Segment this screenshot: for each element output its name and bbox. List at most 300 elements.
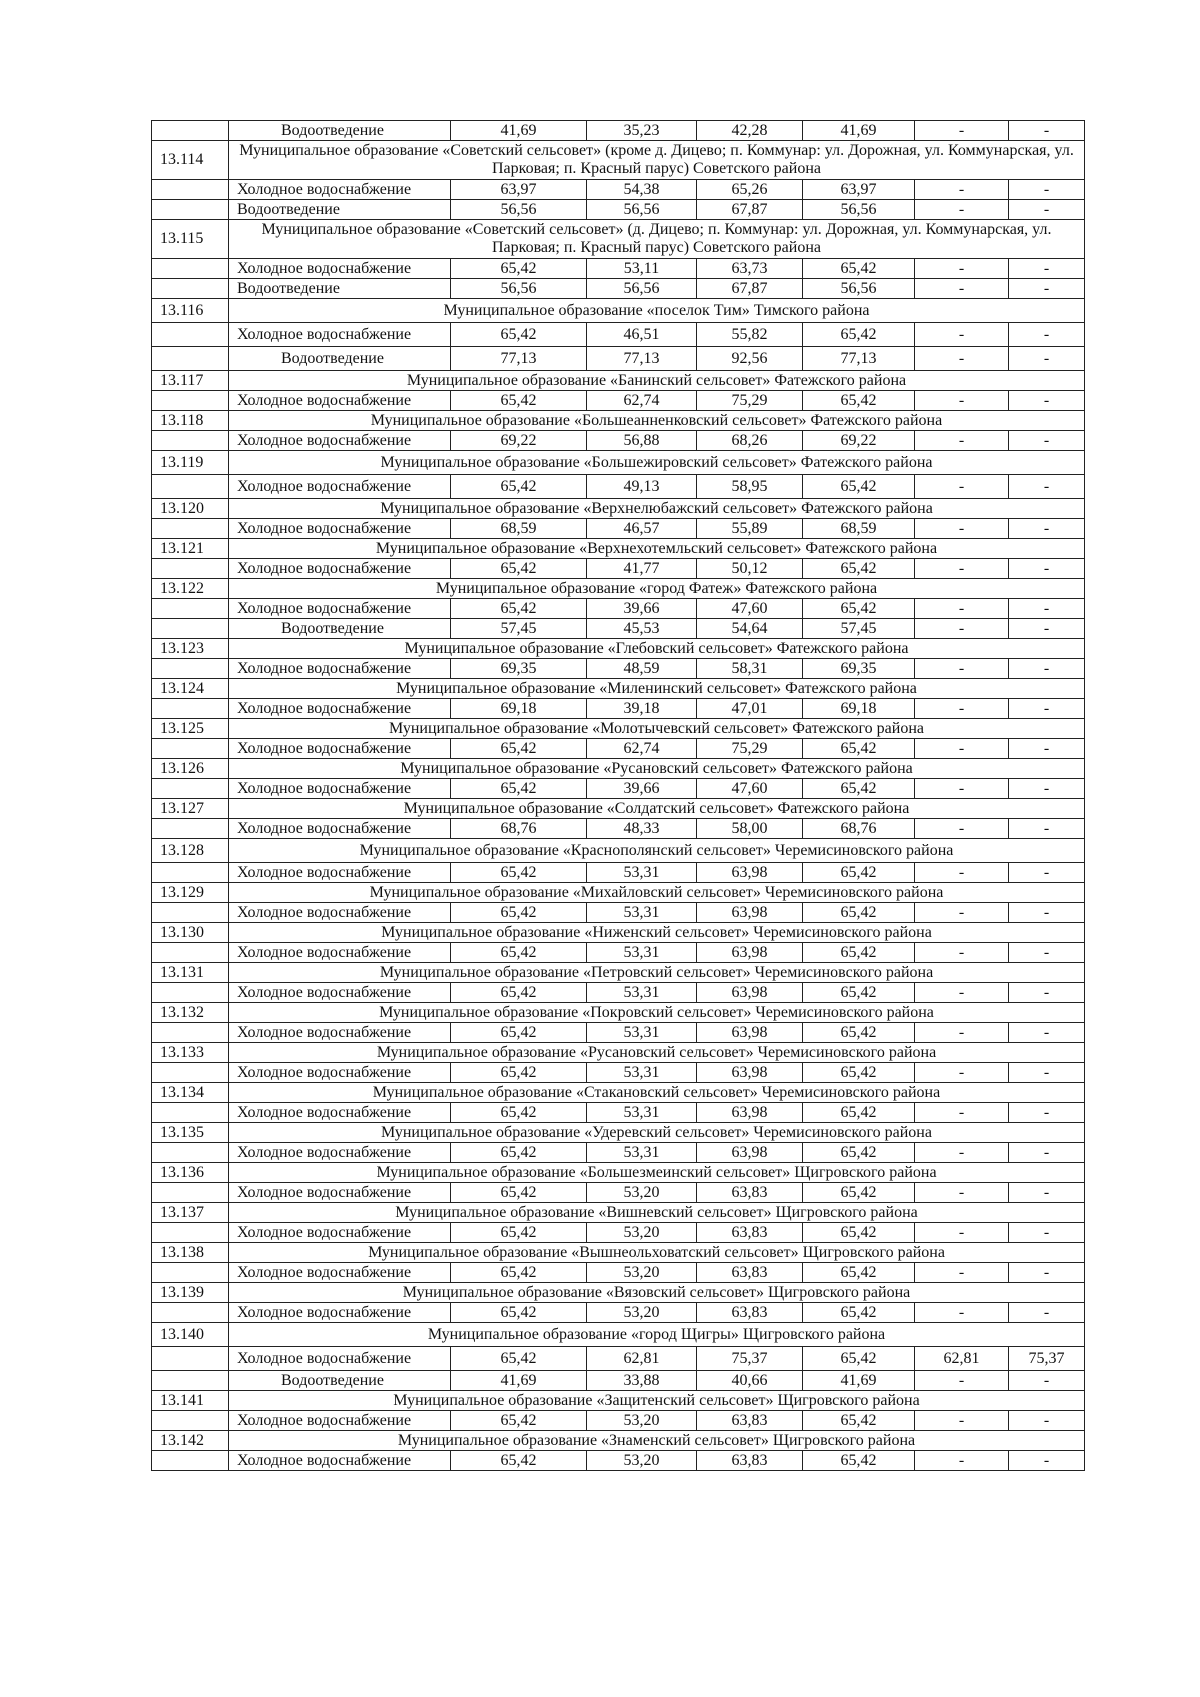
row-number: 13.135 <box>152 1123 229 1143</box>
empty-number-cell <box>152 619 229 639</box>
service-row <box>152 599 1085 619</box>
service-name: Водоотведение <box>229 200 451 220</box>
service-row <box>152 259 1085 279</box>
empty-number-cell <box>152 259 229 279</box>
service-row <box>152 1451 1085 1471</box>
municipality-header-row <box>152 1243 1085 1263</box>
empty-number-cell <box>152 1143 229 1163</box>
tariff-value-col-6: - <box>1009 121 1085 141</box>
municipality-header-row <box>152 220 1085 259</box>
municipality-title: Муниципальное образование «Вишневский сельсовет» Щигровского района <box>229 1203 1085 1223</box>
tariff-value-col-6: - <box>1009 279 1085 299</box>
tariff-value-col-1: 41,69 <box>451 1371 587 1391</box>
tariff-table <box>151 120 1085 1471</box>
service-name: Водоотведение <box>229 619 451 639</box>
empty-number-cell <box>152 779 229 799</box>
service-row <box>152 1411 1085 1431</box>
tariff-value-col-4: 69,35 <box>803 659 915 679</box>
tariff-value-col-2: 53,20 <box>587 1263 697 1283</box>
row-number: 13.117 <box>152 371 229 391</box>
tariff-value-col-2: 48,33 <box>587 819 697 839</box>
tariff-value-col-4: 65,42 <box>803 259 915 279</box>
municipality-title: Муниципальное образование «Вязовский сельсовет» Щигровского района <box>229 1283 1085 1303</box>
service-row <box>152 619 1085 639</box>
service-name: Водоотведение <box>229 1371 451 1391</box>
tariff-value-col-3: 63,83 <box>697 1451 803 1471</box>
tariff-value-col-4: 65,42 <box>803 943 915 963</box>
row-number: 13.132 <box>152 1003 229 1023</box>
service-name: Холодное водоснабжение <box>229 699 451 719</box>
tariff-value-col-1: 65,42 <box>451 903 587 923</box>
municipality-header-row <box>152 923 1085 943</box>
tariff-value-col-5: - <box>915 1371 1009 1391</box>
tariff-value-col-4: 56,56 <box>803 279 915 299</box>
tariff-value-col-1: 65,42 <box>451 1183 587 1203</box>
empty-number-cell <box>152 1371 229 1391</box>
municipality-title: Муниципальное образование «Верхнелюбажский сельсовет» Фатежского района <box>229 499 1085 519</box>
tariff-value-col-1: 65,42 <box>451 1103 587 1123</box>
row-number: 13.116 <box>152 299 229 323</box>
tariff-value-col-2: 53,11 <box>587 259 697 279</box>
tariff-value-col-1: 65,42 <box>451 1143 587 1163</box>
tariff-value-col-5: - <box>915 1183 1009 1203</box>
row-number: 13.139 <box>152 1283 229 1303</box>
tariff-value-col-3: 67,87 <box>697 279 803 299</box>
tariff-value-col-3: 67,87 <box>697 200 803 220</box>
municipality-title: Муниципальное образование «Миленинский сельсовет» Фатежского района <box>229 679 1085 699</box>
service-row <box>152 1223 1085 1243</box>
municipality-header-row <box>152 451 1085 475</box>
tariff-value-col-3: 58,95 <box>697 475 803 499</box>
tariff-value-col-4: 65,42 <box>803 391 915 411</box>
tariff-value-col-1: 77,13 <box>451 347 587 371</box>
tariff-value-col-1: 69,22 <box>451 431 587 451</box>
tariff-value-col-1: 65,42 <box>451 863 587 883</box>
tariff-value-col-5: - <box>915 1263 1009 1283</box>
tariff-value-col-6: - <box>1009 903 1085 923</box>
empty-number-cell <box>152 739 229 759</box>
tariff-value-col-5: - <box>915 779 1009 799</box>
municipality-title: Муниципальное образование «Русановский сельсовет» Фатежского района <box>229 759 1085 779</box>
tariff-value-col-3: 54,64 <box>697 619 803 639</box>
municipality-title: Муниципальное образование «Солдатский сельсовет» Фатежского района <box>229 799 1085 819</box>
tariff-value-col-4: 65,42 <box>803 559 915 579</box>
tariff-value-col-1: 56,56 <box>451 279 587 299</box>
tariff-value-col-3: 63,98 <box>697 863 803 883</box>
tariff-value-col-3: 63,83 <box>697 1183 803 1203</box>
tariff-value-col-4: 65,42 <box>803 1263 915 1283</box>
empty-number-cell <box>152 431 229 451</box>
empty-number-cell <box>152 519 229 539</box>
municipality-title: Муниципальное образование «Краснополянский сельсовет» Черемисиновского района <box>229 839 1085 863</box>
municipality-header-row <box>152 839 1085 863</box>
tariff-value-col-2: 53,20 <box>587 1183 697 1203</box>
tariff-value-col-4: 77,13 <box>803 347 915 371</box>
row-number: 13.138 <box>152 1243 229 1263</box>
service-name: Холодное водоснабжение <box>229 1347 451 1371</box>
tariff-value-col-1: 68,76 <box>451 819 587 839</box>
tariff-value-col-4: 65,42 <box>803 1411 915 1431</box>
tariff-value-col-5: - <box>915 431 1009 451</box>
tariff-value-col-5: - <box>915 1103 1009 1123</box>
tariff-value-col-5: - <box>915 519 1009 539</box>
service-name: Холодное водоснабжение <box>229 1063 451 1083</box>
tariff-value-col-6: - <box>1009 619 1085 639</box>
municipality-header-row <box>152 371 1085 391</box>
service-name: Холодное водоснабжение <box>229 180 451 200</box>
tariff-value-col-1: 65,42 <box>451 259 587 279</box>
tariff-value-col-5: - <box>915 180 1009 200</box>
service-row <box>152 819 1085 839</box>
tariff-value-col-1: 65,42 <box>451 323 587 347</box>
service-row <box>152 1063 1085 1083</box>
service-name: Холодное водоснабжение <box>229 599 451 619</box>
tariff-value-col-4: 65,42 <box>803 1347 915 1371</box>
municipality-title: Муниципальное образование «Молотычевский сельсовет» Фатежского района <box>229 719 1085 739</box>
row-number: 13.114 <box>152 141 229 180</box>
tariff-value-col-5: - <box>915 819 1009 839</box>
municipality-header-row <box>152 1431 1085 1451</box>
row-number: 13.134 <box>152 1083 229 1103</box>
tariff-value-col-2: 39,66 <box>587 599 697 619</box>
tariff-value-col-1: 69,35 <box>451 659 587 679</box>
row-number: 13.123 <box>152 639 229 659</box>
tariff-value-col-2: 49,13 <box>587 475 697 499</box>
service-row <box>152 943 1085 963</box>
municipality-header-row <box>152 141 1085 180</box>
tariff-value-col-5: - <box>915 121 1009 141</box>
tariff-value-col-2: 53,31 <box>587 1143 697 1163</box>
empty-number-cell <box>152 279 229 299</box>
service-name: Холодное водоснабжение <box>229 1023 451 1043</box>
tariff-value-col-4: 65,42 <box>803 475 915 499</box>
empty-number-cell <box>152 1183 229 1203</box>
service-row <box>152 983 1085 1003</box>
tariff-value-col-4: 65,42 <box>803 1103 915 1123</box>
service-row <box>152 739 1085 759</box>
tariff-value-col-5: - <box>915 599 1009 619</box>
municipality-title: Муниципальное образование «Верхнехотемльский сельсовет» Фатежского района <box>229 539 1085 559</box>
tariff-value-col-1: 65,42 <box>451 983 587 1003</box>
municipality-title: Муниципальное образование «Банинский сельсовет» Фатежского района <box>229 371 1085 391</box>
tariff-value-col-4: 65,42 <box>803 1183 915 1203</box>
row-number: 13.137 <box>152 1203 229 1223</box>
service-row <box>152 475 1085 499</box>
service-name: Холодное водоснабжение <box>229 259 451 279</box>
row-number: 13.124 <box>152 679 229 699</box>
municipality-header-row <box>152 1003 1085 1023</box>
tariff-value-col-4: 57,45 <box>803 619 915 639</box>
municipality-header-row <box>152 539 1085 559</box>
tariff-value-col-3: 63,98 <box>697 1103 803 1123</box>
tariff-value-col-2: 45,53 <box>587 619 697 639</box>
tariff-value-col-6: - <box>1009 863 1085 883</box>
service-row <box>152 519 1085 539</box>
tariff-value-col-3: 47,60 <box>697 599 803 619</box>
row-number: 13.133 <box>152 1043 229 1063</box>
municipality-header-row <box>152 499 1085 519</box>
row-number: 13.136 <box>152 1163 229 1183</box>
tariff-value-col-6: - <box>1009 739 1085 759</box>
tariff-table-body <box>152 121 1085 1471</box>
tariff-value-col-1: 65,42 <box>451 943 587 963</box>
tariff-value-col-4: 65,42 <box>803 1223 915 1243</box>
service-name: Холодное водоснабжение <box>229 779 451 799</box>
tariff-value-col-2: 53,20 <box>587 1223 697 1243</box>
tariff-value-col-4: 65,42 <box>803 983 915 1003</box>
empty-number-cell <box>152 1451 229 1471</box>
row-number: 13.142 <box>152 1431 229 1451</box>
municipality-title: Муниципальное образование «Глебовский сельсовет» Фатежского района <box>229 639 1085 659</box>
tariff-value-col-3: 63,83 <box>697 1263 803 1283</box>
tariff-value-col-6: - <box>1009 1103 1085 1123</box>
tariff-value-col-1: 57,45 <box>451 619 587 639</box>
service-name: Холодное водоснабжение <box>229 983 451 1003</box>
service-row <box>152 180 1085 200</box>
tariff-value-col-4: 65,42 <box>803 1143 915 1163</box>
row-number: 13.131 <box>152 963 229 983</box>
municipality-header-row <box>152 1283 1085 1303</box>
tariff-value-col-3: 63,98 <box>697 983 803 1003</box>
tariff-value-col-1: 65,42 <box>451 559 587 579</box>
tariff-value-col-3: 63,98 <box>697 903 803 923</box>
service-name: Холодное водоснабжение <box>229 1451 451 1471</box>
row-number: 13.141 <box>152 1391 229 1411</box>
service-row <box>152 1347 1085 1371</box>
tariff-value-col-5: - <box>915 1303 1009 1323</box>
tariff-value-col-1: 65,42 <box>451 1223 587 1243</box>
municipality-title: Муниципальное образование «Удеревский сельсовет» Черемисиновского района <box>229 1123 1085 1143</box>
row-number: 13.128 <box>152 839 229 863</box>
municipality-header-row <box>152 963 1085 983</box>
service-row <box>152 347 1085 371</box>
tariff-value-col-5: - <box>915 475 1009 499</box>
empty-number-cell <box>152 475 229 499</box>
service-name: Холодное водоснабжение <box>229 863 451 883</box>
municipality-title: Муниципальное образование «Советский сельсовет» (д. Дицево; п. Коммунар: ул. Дорожная, ул. Коммунарская, ул. Парковая; п. Красный парус) Советского района <box>229 220 1085 259</box>
municipality-header-row <box>152 679 1085 699</box>
service-name: Холодное водоснабжение <box>229 1263 451 1283</box>
service-row <box>152 659 1085 679</box>
tariff-value-col-1: 65,42 <box>451 475 587 499</box>
tariff-value-col-3: 47,01 <box>697 699 803 719</box>
tariff-value-col-2: 56,88 <box>587 431 697 451</box>
municipality-title: Муниципальное образование «поселок Тим» Тимского района <box>229 299 1085 323</box>
tariff-value-col-1: 65,42 <box>451 739 587 759</box>
municipality-title: Муниципальное образование «город Щигры» Щигровского района <box>229 1323 1085 1347</box>
empty-number-cell <box>152 559 229 579</box>
municipality-title: Муниципальное образование «Петровский сельсовет» Черемисиновского района <box>229 963 1085 983</box>
municipality-header-row <box>152 299 1085 323</box>
tariff-value-col-4: 65,42 <box>803 863 915 883</box>
municipality-title: Муниципальное образование «Большеанненковский сельсовет» Фатежского района <box>229 411 1085 431</box>
tariff-value-col-6: 75,37 <box>1009 1347 1085 1371</box>
service-name: Водоотведение <box>229 279 451 299</box>
service-row <box>152 431 1085 451</box>
tariff-value-col-1: 41,69 <box>451 121 587 141</box>
service-row <box>152 1103 1085 1123</box>
tariff-value-col-6: - <box>1009 259 1085 279</box>
tariff-value-col-6: - <box>1009 475 1085 499</box>
tariff-value-col-3: 63,98 <box>697 1023 803 1043</box>
tariff-value-col-2: 53,20 <box>587 1451 697 1471</box>
tariff-value-col-2: 46,57 <box>587 519 697 539</box>
tariff-value-col-6: - <box>1009 431 1085 451</box>
service-name: Холодное водоснабжение <box>229 1303 451 1323</box>
tariff-value-col-2: 56,56 <box>587 279 697 299</box>
tariff-value-col-4: 65,42 <box>803 903 915 923</box>
municipality-header-row <box>152 719 1085 739</box>
row-number: 13.120 <box>152 499 229 519</box>
service-row <box>152 323 1085 347</box>
tariff-value-col-2: 62,74 <box>587 739 697 759</box>
service-name: Холодное водоснабжение <box>229 1223 451 1243</box>
tariff-value-col-3: 58,00 <box>697 819 803 839</box>
tariff-value-col-6: - <box>1009 1411 1085 1431</box>
service-row <box>152 1183 1085 1203</box>
tariff-value-col-6: - <box>1009 659 1085 679</box>
tariff-value-col-6: - <box>1009 943 1085 963</box>
municipality-header-row <box>152 639 1085 659</box>
service-row <box>152 279 1085 299</box>
municipality-header-row <box>152 883 1085 903</box>
tariff-value-col-6: - <box>1009 1223 1085 1243</box>
empty-number-cell <box>152 943 229 963</box>
service-row <box>152 559 1085 579</box>
service-name: Холодное водоснабжение <box>229 903 451 923</box>
tariff-value-col-2: 46,51 <box>587 323 697 347</box>
empty-number-cell <box>152 1263 229 1283</box>
tariff-value-col-3: 63,83 <box>697 1223 803 1243</box>
tariff-value-col-2: 41,77 <box>587 559 697 579</box>
municipality-header-row <box>152 1323 1085 1347</box>
tariff-value-col-6: - <box>1009 599 1085 619</box>
municipality-title: Муниципальное образование «Вышнеольховатский сельсовет» Щигровского района <box>229 1243 1085 1263</box>
service-name: Холодное водоснабжение <box>229 1143 451 1163</box>
tariff-value-col-1: 68,59 <box>451 519 587 539</box>
tariff-value-col-5: - <box>915 559 1009 579</box>
tariff-value-col-5: - <box>915 863 1009 883</box>
tariff-value-col-2: 53,31 <box>587 943 697 963</box>
empty-number-cell <box>152 1347 229 1371</box>
tariff-value-col-5: - <box>915 619 1009 639</box>
tariff-value-col-2: 33,88 <box>587 1371 697 1391</box>
tariff-value-col-2: 39,18 <box>587 699 697 719</box>
row-number: 13.130 <box>152 923 229 943</box>
tariff-value-col-5: - <box>915 943 1009 963</box>
tariff-value-col-5: - <box>915 903 1009 923</box>
tariff-value-col-6: - <box>1009 1183 1085 1203</box>
service-name: Холодное водоснабжение <box>229 659 451 679</box>
service-row <box>152 1143 1085 1163</box>
empty-number-cell <box>152 180 229 200</box>
tariff-value-col-4: 56,56 <box>803 200 915 220</box>
tariff-value-col-5: - <box>915 739 1009 759</box>
service-row <box>152 200 1085 220</box>
tariff-value-col-2: 53,31 <box>587 863 697 883</box>
municipality-header-row <box>152 1123 1085 1143</box>
service-name: Водоотведение <box>229 347 451 371</box>
empty-number-cell <box>152 1411 229 1431</box>
tariff-value-col-2: 62,74 <box>587 391 697 411</box>
empty-number-cell <box>152 863 229 883</box>
municipality-title: Муниципальное образование «Большежировский сельсовет» Фатежского района <box>229 451 1085 475</box>
service-row <box>152 863 1085 883</box>
service-name: Холодное водоснабжение <box>229 943 451 963</box>
service-name: Холодное водоснабжение <box>229 323 451 347</box>
tariff-value-col-6: - <box>1009 819 1085 839</box>
municipality-title: Муниципальное образование «Русановский сельсовет» Черемисиновского района <box>229 1043 1085 1063</box>
tariff-value-col-4: 65,42 <box>803 1451 915 1471</box>
tariff-value-col-1: 69,18 <box>451 699 587 719</box>
tariff-value-col-3: 63,98 <box>697 1143 803 1163</box>
tariff-value-col-1: 65,42 <box>451 1347 587 1371</box>
tariff-value-col-3: 47,60 <box>697 779 803 799</box>
tariff-value-col-3: 63,83 <box>697 1303 803 1323</box>
tariff-value-col-4: 41,69 <box>803 121 915 141</box>
municipality-header-row <box>152 1391 1085 1411</box>
tariff-value-col-2: 62,81 <box>587 1347 697 1371</box>
tariff-value-col-6: - <box>1009 1023 1085 1043</box>
tariff-value-col-5: 62,81 <box>915 1347 1009 1371</box>
tariff-value-col-6: - <box>1009 1451 1085 1471</box>
tariff-value-col-3: 63,83 <box>697 1411 803 1431</box>
tariff-value-col-3: 55,82 <box>697 323 803 347</box>
service-row <box>152 779 1085 799</box>
empty-number-cell <box>152 1103 229 1123</box>
tariff-value-col-2: 53,31 <box>587 1063 697 1083</box>
tariff-value-col-1: 65,42 <box>451 1263 587 1283</box>
tariff-value-col-4: 65,42 <box>803 739 915 759</box>
tariff-value-col-5: - <box>915 1451 1009 1471</box>
tariff-value-col-5: - <box>915 200 1009 220</box>
tariff-value-col-5: - <box>915 1023 1009 1043</box>
tariff-value-col-6: - <box>1009 347 1085 371</box>
tariff-value-col-2: 39,66 <box>587 779 697 799</box>
service-name: Холодное водоснабжение <box>229 1183 451 1203</box>
tariff-value-col-4: 65,42 <box>803 779 915 799</box>
empty-number-cell <box>152 1223 229 1243</box>
tariff-value-col-1: 65,42 <box>451 1023 587 1043</box>
municipality-title: Муниципальное образование «Покровский сельсовет» Черемисиновского района <box>229 1003 1085 1023</box>
tariff-value-col-3: 63,98 <box>697 1063 803 1083</box>
service-row <box>152 1303 1085 1323</box>
row-number: 13.121 <box>152 539 229 559</box>
tariff-value-col-2: 53,31 <box>587 983 697 1003</box>
tariff-value-col-2: 56,56 <box>587 200 697 220</box>
municipality-header-row <box>152 1083 1085 1103</box>
empty-number-cell <box>152 1023 229 1043</box>
tariff-value-col-5: - <box>915 983 1009 1003</box>
row-number: 13.119 <box>152 451 229 475</box>
tariff-value-col-2: 53,31 <box>587 903 697 923</box>
tariff-value-col-5: - <box>915 1143 1009 1163</box>
service-row <box>152 391 1085 411</box>
tariff-value-col-4: 41,69 <box>803 1371 915 1391</box>
service-name: Холодное водоснабжение <box>229 1411 451 1431</box>
empty-number-cell <box>152 819 229 839</box>
tariff-value-col-3: 50,12 <box>697 559 803 579</box>
tariff-value-col-4: 65,42 <box>803 1023 915 1043</box>
tariff-value-col-2: 77,13 <box>587 347 697 371</box>
tariff-value-col-4: 63,97 <box>803 180 915 200</box>
tariff-value-col-1: 63,97 <box>451 180 587 200</box>
tariff-value-col-4: 69,18 <box>803 699 915 719</box>
service-row <box>152 1263 1085 1283</box>
empty-number-cell <box>152 1303 229 1323</box>
row-number: 13.125 <box>152 719 229 739</box>
tariff-value-col-5: - <box>915 391 1009 411</box>
